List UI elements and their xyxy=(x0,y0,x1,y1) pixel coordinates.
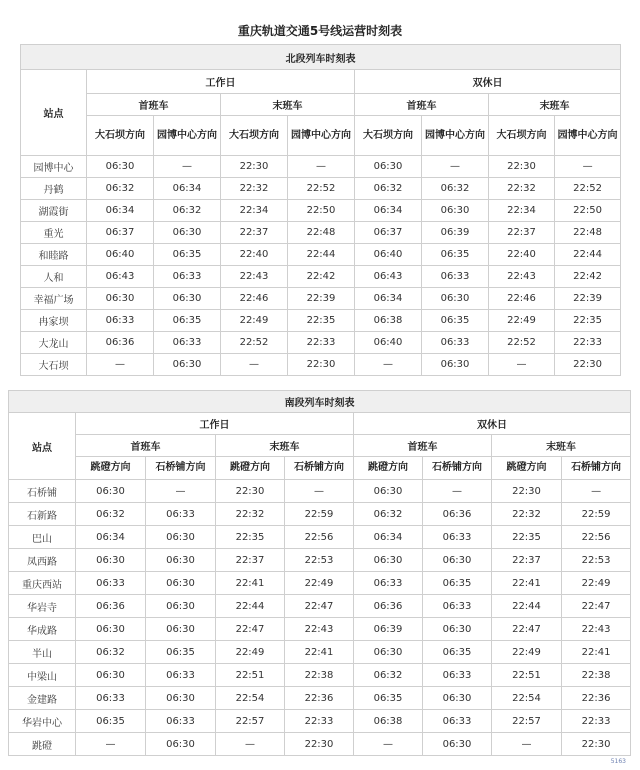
time-cell: 06:30 xyxy=(146,572,216,595)
station-header: 站点 xyxy=(21,70,87,156)
time-cell: 06:30 xyxy=(87,156,154,178)
time-cell: 06:35 xyxy=(76,710,146,733)
time-cell: 22:39 xyxy=(555,288,621,310)
table-row xyxy=(21,244,621,266)
time-cell: 06:33 xyxy=(76,687,146,710)
time-cell: 22:42 xyxy=(288,266,355,288)
time-cell: 06:32 xyxy=(87,178,154,200)
time-cell: — xyxy=(154,156,221,178)
time-cell: 06:33 xyxy=(154,266,221,288)
time-cell: 06:30 xyxy=(423,549,492,572)
weekend-header: 双休日 xyxy=(354,413,631,435)
time-cell: 06:36 xyxy=(423,503,492,526)
time-cell: — xyxy=(285,480,354,503)
time-cell: — xyxy=(146,480,216,503)
time-cell: 22:30 xyxy=(555,354,621,376)
time-cell: 06:30 xyxy=(146,595,216,618)
time-cell: 06:33 xyxy=(423,664,492,687)
direction-header: 石桥铺方向 xyxy=(423,457,492,480)
table-row xyxy=(21,332,621,354)
time-cell: 06:30 xyxy=(422,200,489,222)
time-cell: 22:53 xyxy=(562,549,631,572)
direction-header: 跳磴方向 xyxy=(492,457,562,480)
time-cell: 06:34 xyxy=(355,288,422,310)
time-cell: 22:47 xyxy=(285,595,354,618)
time-cell: 06:39 xyxy=(422,222,489,244)
first-train-header: 首班车 xyxy=(354,435,492,457)
time-cell: 22:59 xyxy=(562,503,631,526)
time-cell: 06:34 xyxy=(154,178,221,200)
time-cell: 22:54 xyxy=(216,687,285,710)
station-name: 和睦路 xyxy=(21,244,87,266)
table-row xyxy=(9,687,631,710)
time-cell: 22:47 xyxy=(492,618,562,641)
time-cell: 22:34 xyxy=(489,200,555,222)
page-footnote: 5163 xyxy=(610,758,626,765)
time-cell: 06:35 xyxy=(423,572,492,595)
time-cell: 22:33 xyxy=(562,710,631,733)
station-name: 人和 xyxy=(21,266,87,288)
time-cell: — xyxy=(562,480,631,503)
last-train-header: 末班车 xyxy=(489,94,621,116)
time-cell: 22:49 xyxy=(285,572,354,595)
time-cell: 06:34 xyxy=(354,526,423,549)
time-cell: 22:30 xyxy=(562,733,631,756)
station-name: 跳磴 xyxy=(9,733,76,756)
time-cell: 22:35 xyxy=(555,310,621,332)
time-cell: 22:39 xyxy=(288,288,355,310)
time-cell: 22:47 xyxy=(216,618,285,641)
station-name: 华岩寺 xyxy=(9,595,76,618)
time-cell: 22:56 xyxy=(562,526,631,549)
time-cell: 22:57 xyxy=(216,710,285,733)
time-cell: 06:33 xyxy=(146,503,216,526)
time-cell: 06:35 xyxy=(422,244,489,266)
time-cell: 06:36 xyxy=(87,332,154,354)
table-row xyxy=(9,733,631,756)
direction-header: 石桥铺方向 xyxy=(285,457,354,480)
time-cell: 06:30 xyxy=(76,664,146,687)
time-cell: 22:51 xyxy=(492,664,562,687)
station-name: 中梁山 xyxy=(9,664,76,687)
direction-header: 大石坝方向 xyxy=(221,116,288,156)
time-cell: 22:32 xyxy=(221,178,288,200)
time-cell: 22:49 xyxy=(562,572,631,595)
time-cell: 22:30 xyxy=(216,480,285,503)
time-cell: 06:33 xyxy=(422,266,489,288)
time-cell: 06:35 xyxy=(146,641,216,664)
time-cell: 22:49 xyxy=(221,310,288,332)
station-name: 华岩中心 xyxy=(9,710,76,733)
time-cell: 22:59 xyxy=(285,503,354,526)
station-name: 华成路 xyxy=(9,618,76,641)
time-cell: 06:33 xyxy=(354,572,423,595)
direction-header: 跳磴方向 xyxy=(216,457,285,480)
time-cell: 06:30 xyxy=(154,222,221,244)
time-cell: 22:43 xyxy=(221,266,288,288)
time-cell: 22:32 xyxy=(492,503,562,526)
last-train-header: 末班车 xyxy=(492,435,631,457)
time-cell: 22:57 xyxy=(492,710,562,733)
time-cell: 06:30 xyxy=(422,354,489,376)
station-name: 重光 xyxy=(21,222,87,244)
time-cell: — xyxy=(216,733,285,756)
station-name: 大龙山 xyxy=(21,332,87,354)
time-cell: 06:40 xyxy=(355,332,422,354)
station-name: 湖霞街 xyxy=(21,200,87,222)
time-cell: 06:33 xyxy=(154,332,221,354)
time-cell: 06:37 xyxy=(87,222,154,244)
north-caption: 北段列车时刻表 xyxy=(21,45,621,70)
time-cell: 06:33 xyxy=(423,595,492,618)
time-cell: 06:30 xyxy=(146,526,216,549)
time-cell: 06:32 xyxy=(76,641,146,664)
time-cell: 22:40 xyxy=(489,244,555,266)
time-cell: 06:37 xyxy=(355,222,422,244)
time-cell: 06:32 xyxy=(354,664,423,687)
time-cell: — xyxy=(492,733,562,756)
table-row xyxy=(21,288,621,310)
time-cell: 06:30 xyxy=(76,618,146,641)
time-cell: 22:43 xyxy=(489,266,555,288)
page-title: 重庆轨道交通5号线运营时刻表 xyxy=(237,24,403,38)
time-cell: 06:33 xyxy=(146,710,216,733)
direction-header: 园博中心方向 xyxy=(154,116,221,156)
time-cell: 22:49 xyxy=(492,641,562,664)
direction-header: 大石坝方向 xyxy=(87,116,154,156)
time-cell: 22:41 xyxy=(492,572,562,595)
time-cell: 22:30 xyxy=(221,156,288,178)
time-cell: 22:46 xyxy=(221,288,288,310)
time-cell: 22:33 xyxy=(555,332,621,354)
table-row xyxy=(9,618,631,641)
time-cell: 22:40 xyxy=(221,244,288,266)
last-train-header: 末班车 xyxy=(221,94,355,116)
time-cell: 06:40 xyxy=(355,244,422,266)
last-train-header: 末班车 xyxy=(216,435,354,457)
time-cell: 22:30 xyxy=(288,354,355,376)
time-cell: 06:36 xyxy=(354,595,423,618)
time-cell: 06:30 xyxy=(154,288,221,310)
table-row xyxy=(21,266,621,288)
time-cell: 06:30 xyxy=(154,354,221,376)
time-cell: 06:32 xyxy=(76,503,146,526)
time-cell: 22:43 xyxy=(285,618,354,641)
time-cell: 06:30 xyxy=(354,480,423,503)
time-cell: 22:33 xyxy=(285,710,354,733)
time-cell: 22:41 xyxy=(562,641,631,664)
station-name: 金建路 xyxy=(9,687,76,710)
time-cell: 22:37 xyxy=(221,222,288,244)
time-cell: 06:35 xyxy=(354,687,423,710)
time-cell: — xyxy=(423,480,492,503)
time-cell: 22:38 xyxy=(562,664,631,687)
time-cell: 06:40 xyxy=(87,244,154,266)
time-cell: — xyxy=(221,354,288,376)
time-cell: 06:33 xyxy=(87,310,154,332)
time-cell: 06:35 xyxy=(423,641,492,664)
station-name: 幸福广场 xyxy=(21,288,87,310)
direction-header: 石桥铺方向 xyxy=(562,457,631,480)
table-row xyxy=(9,664,631,687)
time-cell: 06:43 xyxy=(355,266,422,288)
time-cell: 06:34 xyxy=(355,200,422,222)
station-name: 园博中心 xyxy=(21,156,87,178)
time-cell: 06:30 xyxy=(76,480,146,503)
south-timetable xyxy=(8,390,631,756)
time-cell: 22:48 xyxy=(288,222,355,244)
time-cell: — xyxy=(489,354,555,376)
time-cell: 22:52 xyxy=(221,332,288,354)
time-cell: — xyxy=(355,354,422,376)
time-cell: 06:35 xyxy=(154,310,221,332)
station-name: 巴山 xyxy=(9,526,76,549)
time-cell: 22:35 xyxy=(288,310,355,332)
time-cell: 22:35 xyxy=(216,526,285,549)
time-cell: 22:51 xyxy=(216,664,285,687)
weekend-header: 双休日 xyxy=(355,70,621,94)
time-cell: — xyxy=(288,156,355,178)
time-cell: 22:33 xyxy=(288,332,355,354)
time-cell: 06:33 xyxy=(423,526,492,549)
table-row xyxy=(21,156,621,178)
table-row xyxy=(9,503,631,526)
time-cell: 06:34 xyxy=(87,200,154,222)
time-cell: 22:30 xyxy=(285,733,354,756)
station-name: 半山 xyxy=(9,641,76,664)
time-cell: 22:44 xyxy=(216,595,285,618)
time-cell: 22:52 xyxy=(489,332,555,354)
time-cell: 06:30 xyxy=(87,288,154,310)
time-cell: 22:42 xyxy=(555,266,621,288)
station-name: 凤西路 xyxy=(9,549,76,572)
table-row xyxy=(9,641,631,664)
time-cell: — xyxy=(555,156,621,178)
first-train-header: 首班车 xyxy=(87,94,221,116)
time-cell: 06:30 xyxy=(146,733,216,756)
time-cell: 22:37 xyxy=(216,549,285,572)
time-cell: 22:35 xyxy=(492,526,562,549)
station-name: 冉家坝 xyxy=(21,310,87,332)
time-cell: 06:33 xyxy=(76,572,146,595)
time-cell: 06:30 xyxy=(423,687,492,710)
time-cell: 06:32 xyxy=(355,178,422,200)
time-cell: 06:35 xyxy=(422,310,489,332)
time-cell: 06:35 xyxy=(154,244,221,266)
time-cell: 22:54 xyxy=(492,687,562,710)
time-cell: 06:39 xyxy=(354,618,423,641)
direction-header: 大石坝方向 xyxy=(489,116,555,156)
workday-header: 工作日 xyxy=(87,70,355,94)
time-cell: 06:30 xyxy=(354,549,423,572)
direction-header: 跳磴方向 xyxy=(76,457,146,480)
time-cell: 06:30 xyxy=(423,733,492,756)
time-cell: 06:33 xyxy=(423,710,492,733)
table-row xyxy=(9,595,631,618)
time-cell: 22:37 xyxy=(489,222,555,244)
time-cell: 22:52 xyxy=(555,178,621,200)
north-timetable xyxy=(20,44,621,376)
time-cell: 06:30 xyxy=(76,549,146,572)
time-cell: 06:33 xyxy=(146,664,216,687)
time-cell: 22:50 xyxy=(555,200,621,222)
time-cell: 06:30 xyxy=(146,687,216,710)
time-cell: 22:30 xyxy=(489,156,555,178)
station-name: 石桥铺 xyxy=(9,480,76,503)
direction-header: 园博中心方向 xyxy=(288,116,355,156)
table-row xyxy=(9,480,631,503)
time-cell: 06:30 xyxy=(355,156,422,178)
time-cell: 22:46 xyxy=(489,288,555,310)
time-cell: 22:41 xyxy=(285,641,354,664)
time-cell: 06:38 xyxy=(355,310,422,332)
time-cell: 06:32 xyxy=(154,200,221,222)
station-name: 重庆西站 xyxy=(9,572,76,595)
time-cell: 06:33 xyxy=(422,332,489,354)
first-train-header: 首班车 xyxy=(355,94,489,116)
time-cell: 06:30 xyxy=(423,618,492,641)
time-cell: 22:50 xyxy=(288,200,355,222)
table-row xyxy=(9,572,631,595)
time-cell: 06:30 xyxy=(146,618,216,641)
table-row xyxy=(21,222,621,244)
time-cell: 06:32 xyxy=(354,503,423,526)
time-cell: 22:44 xyxy=(288,244,355,266)
time-cell: — xyxy=(354,733,423,756)
time-cell: 06:30 xyxy=(354,641,423,664)
time-cell: 22:44 xyxy=(555,244,621,266)
time-cell: 22:47 xyxy=(562,595,631,618)
time-cell: 22:37 xyxy=(492,549,562,572)
time-cell: 06:34 xyxy=(76,526,146,549)
direction-header: 园博中心方向 xyxy=(555,116,621,156)
table-row xyxy=(21,200,621,222)
time-cell: 22:52 xyxy=(288,178,355,200)
time-cell: 06:30 xyxy=(146,549,216,572)
table-row xyxy=(21,354,621,376)
direction-header: 大石坝方向 xyxy=(355,116,422,156)
time-cell: 22:36 xyxy=(285,687,354,710)
time-cell: 06:43 xyxy=(87,266,154,288)
workday-header: 工作日 xyxy=(76,413,354,435)
time-cell: — xyxy=(422,156,489,178)
table-row xyxy=(21,310,621,332)
station-name: 石新路 xyxy=(9,503,76,526)
time-cell: 06:30 xyxy=(422,288,489,310)
time-cell: 22:43 xyxy=(562,618,631,641)
time-cell: 22:44 xyxy=(492,595,562,618)
time-cell: 06:38 xyxy=(354,710,423,733)
time-cell: 22:53 xyxy=(285,549,354,572)
south-caption: 南段列车时刻表 xyxy=(9,391,631,413)
time-cell: 06:32 xyxy=(422,178,489,200)
direction-header: 园博中心方向 xyxy=(422,116,489,156)
station-header: 站点 xyxy=(9,413,76,480)
time-cell: 22:49 xyxy=(216,641,285,664)
time-cell: 06:36 xyxy=(76,595,146,618)
time-cell: 22:56 xyxy=(285,526,354,549)
time-cell: 22:41 xyxy=(216,572,285,595)
time-cell: 22:38 xyxy=(285,664,354,687)
time-cell: 22:32 xyxy=(216,503,285,526)
direction-header: 石桥铺方向 xyxy=(146,457,216,480)
station-name: 大石坝 xyxy=(21,354,87,376)
time-cell: — xyxy=(76,733,146,756)
time-cell: — xyxy=(87,354,154,376)
station-name: 丹鹤 xyxy=(21,178,87,200)
time-cell: 22:30 xyxy=(492,480,562,503)
table-row xyxy=(9,710,631,733)
time-cell: 22:36 xyxy=(562,687,631,710)
direction-header: 跳磴方向 xyxy=(354,457,423,480)
time-cell: 22:34 xyxy=(221,200,288,222)
table-row xyxy=(21,178,621,200)
first-train-header: 首班车 xyxy=(76,435,216,457)
time-cell: 22:32 xyxy=(489,178,555,200)
table-row xyxy=(9,549,631,572)
time-cell: 22:48 xyxy=(555,222,621,244)
time-cell: 22:49 xyxy=(489,310,555,332)
table-row xyxy=(9,526,631,549)
